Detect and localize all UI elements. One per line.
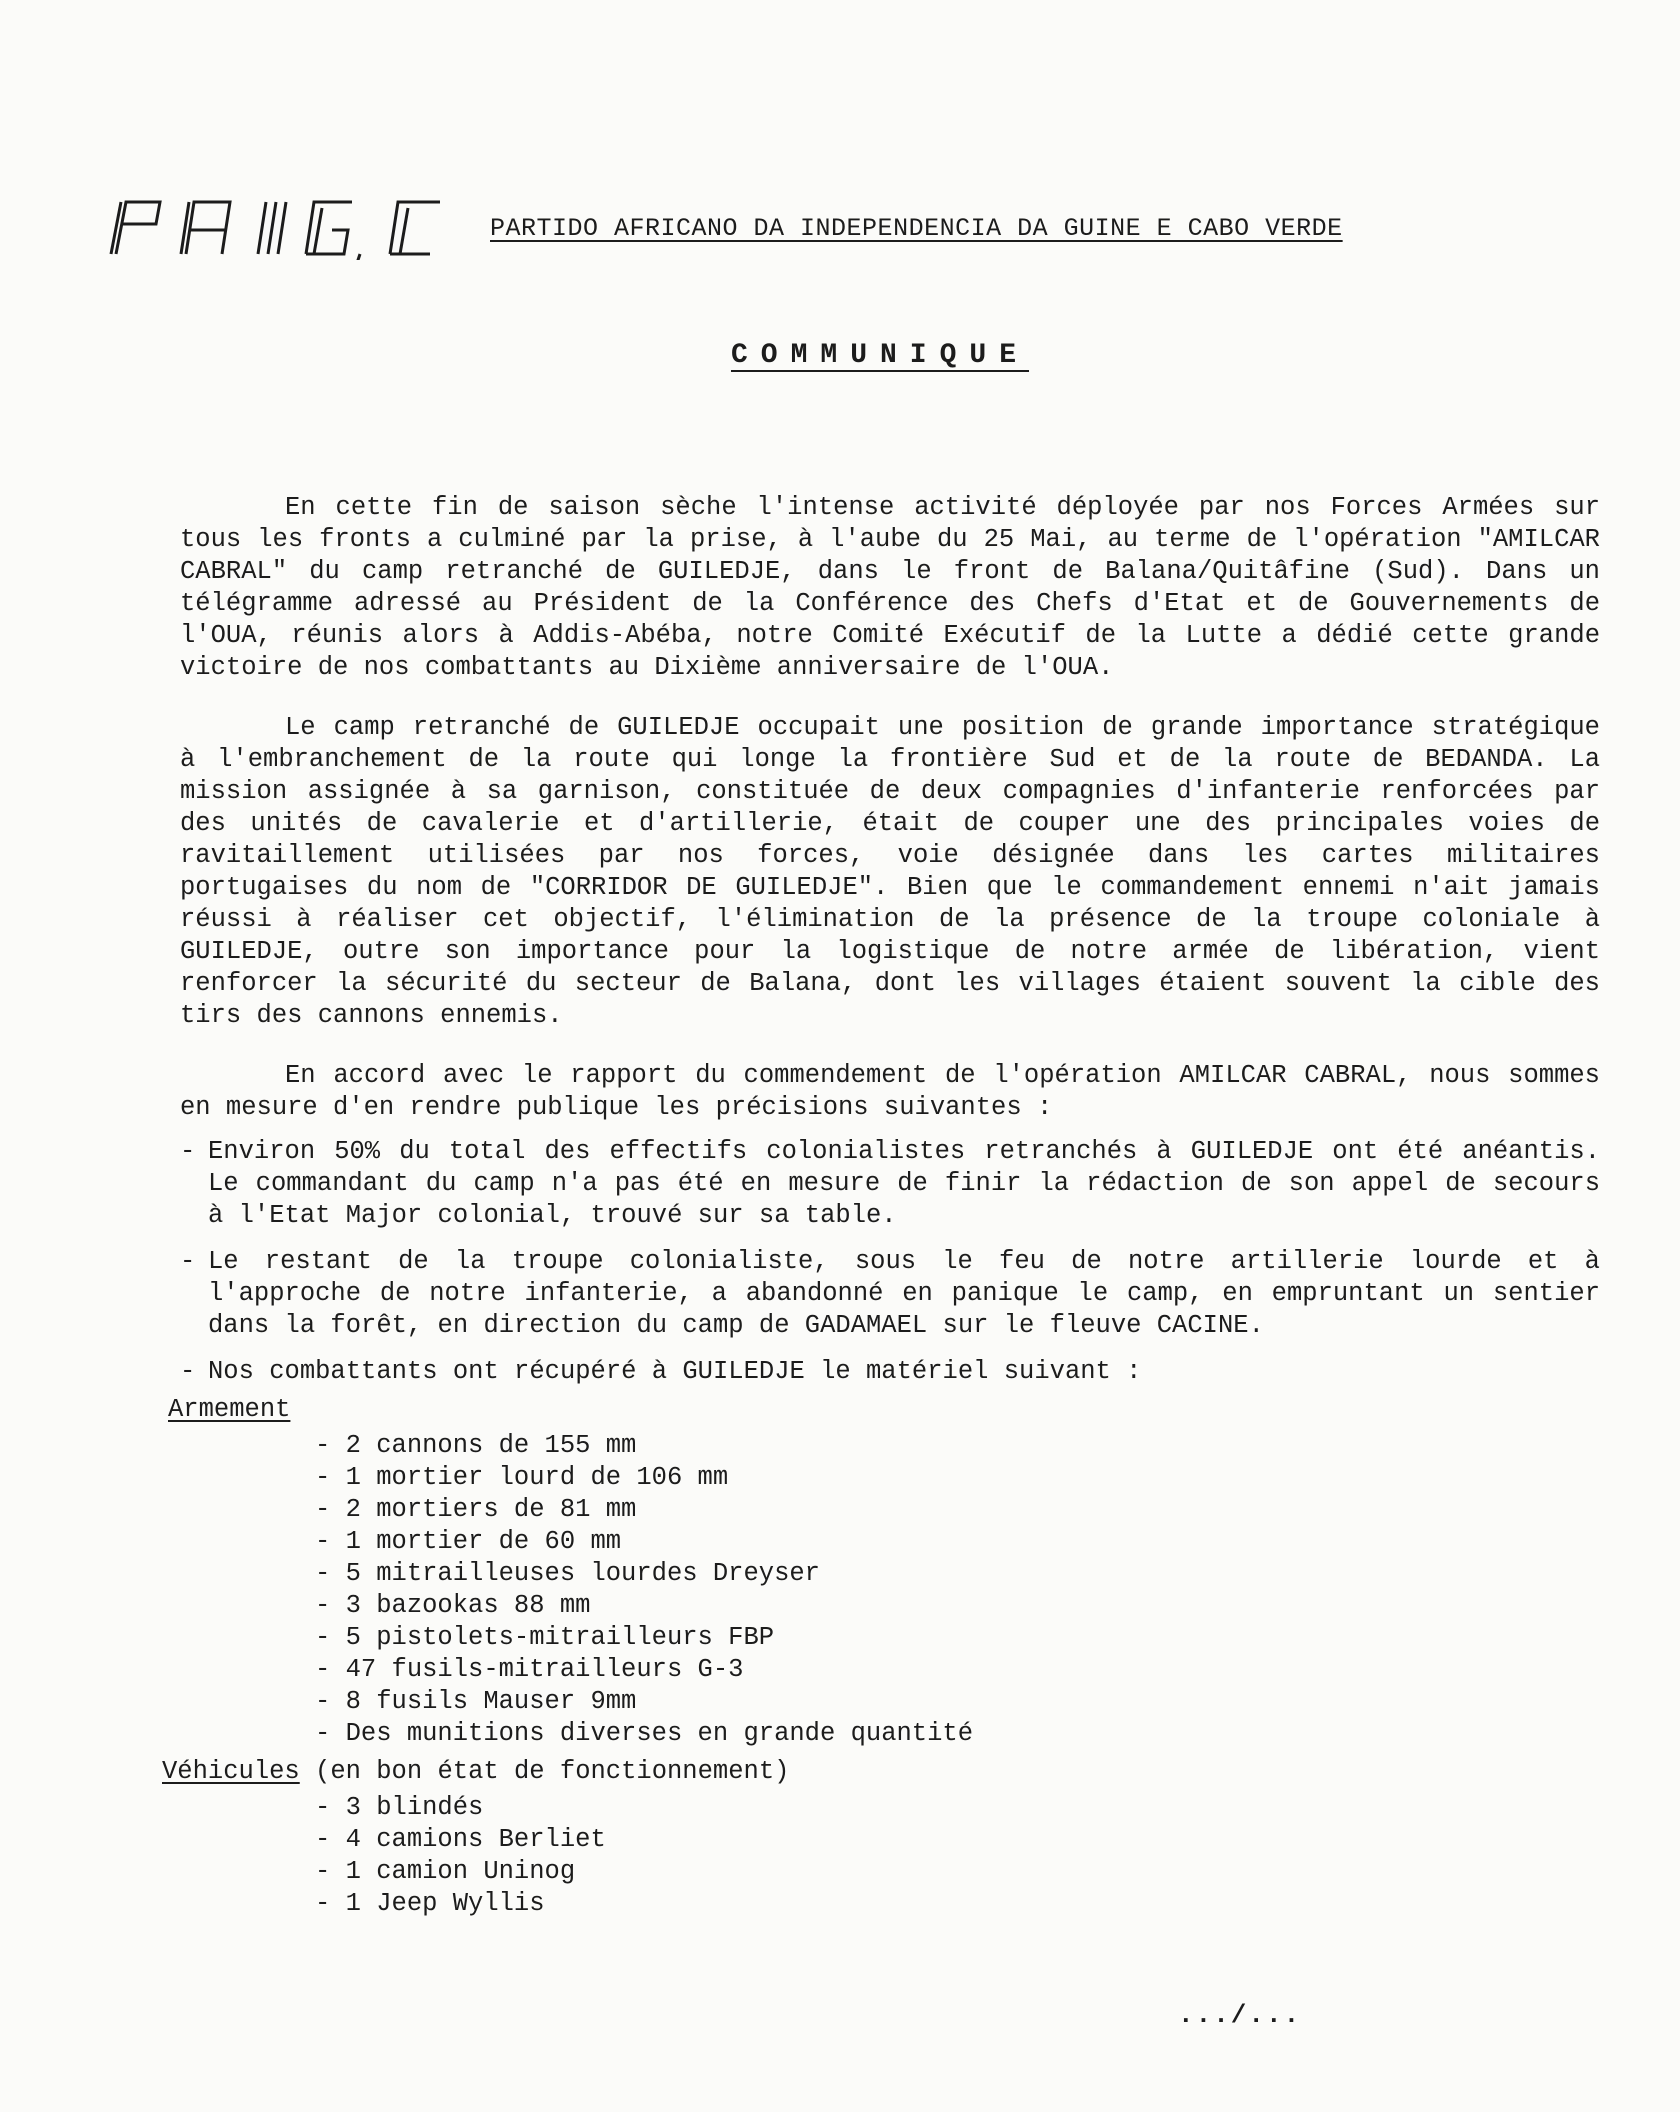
armement-section [168,1394,1600,1426]
paragraph-2: Le camp retranché de GUILEDJE occupait une position de grande importance stratégique à l'embranchement de la route qui longe la frontière Sud et de la route de BEDANDA. La mission assignée à sa garnison, constituée de deux compagnies d'infanterie renforcées par des unités de cavalerie et d'artillerie, était de couper une des principales voies de ravitaillement utilisées par nos forces, voie désignée dans les cartes militaires portugaises du nom de "CORRIDOR DE GUILEDJE". Bien que le commandement ennemi n'ait jamais réussi à réaliser cet objectif, l'élimination de la présence de la troupe coloniale à GUILEDJE, outre son importance pour la logistique de notre armée de libération, vient renforcer la sécurité du secteur de Balana, dont les villages étaient souvent la cible des tirs des cannons ennemis. [180,713,1600,1030]
list-item: - 3 blindés [315,1793,484,1822]
armement-heading: Armement [168,1395,291,1424]
list-item: - Environ 50% du total des effectifs colonialistes retranchés à GUILEDJE ont été anéantis. Le commandant du camp n'a pas été en mesure de finir la rédaction de son appel de secours à l'Etat Major colonial, trouvé sur sa table. [180,1137,1600,1230]
armement-list [180,1430,1600,1750]
document-title: COMMUNIQUE [730,340,1030,371]
list-item: - Des munitions diverses en grande quantité [315,1719,974,1748]
paigc-logo [108,194,448,260]
list-item: - 1 camion Uninog [315,1857,576,1886]
list-item: - Nos combattants ont récupéré à GUILEDJE le matériel suivant : [180,1357,1142,1386]
list-item: - 2 mortiers de 81 mm [315,1495,637,1524]
list-item: - 4 camions Berliet [315,1825,606,1854]
list-item: - 1 Jeep Wyllis [315,1889,545,1918]
paragraph-3: En accord avec le rapport du commendement de l'opération AMILCAR CABRAL, nous sommes en mesure d'en rendre publique les précisions suivantes : [180,1061,1600,1122]
list-item: - 1 mortier lourd de 106 mm [315,1463,729,1492]
vehicules-heading: Véhicules [162,1757,300,1786]
list-item: - 5 pistolets-mitrailleurs FBP [315,1623,775,1652]
letterhead [108,194,1438,264]
list-item: - 1 mortier de 60 mm [315,1527,622,1556]
list-item: - 47 fusils-mitrailleurs G-3 [315,1655,744,1684]
findings-list [180,1136,1600,1388]
vehicules-list [180,1792,1600,1920]
list-item: - 8 fusils Mauser 9mm [315,1687,637,1716]
list-item: - 2 cannons de 155 mm [315,1431,637,1460]
list-item: - 5 mitrailleuses lourdes Dreyser [315,1559,820,1588]
document-body [162,492,1600,1926]
vehicules-section [162,1756,1600,1788]
vehicules-note: (en bon état de fonctionnement) [315,1757,790,1786]
paragraph-1: En cette fin de saison sèche l'intense activité déployée par nos Forces Armées sur tous les fronts a culminé par la prise, à l'aube du 25 Mai, au terme de l'opération "AMILCAR CABRAL" du camp retranché de GUILEDJE, dans le front de Balana/Quitâfine (Sud). Dans un télégramme adressé au Président de la Conférence des Chefs d'Etat et de Gouvernements de l'OUA, réunis alors à Addis-Abéba, notre Comité Exécutif de la Lutte a dédié cette grande victoire de nos combattants au Dixième anniversaire de l'OUA. [180,493,1600,682]
party-name: PARTIDO AFRICANO DA INDEPENDENCIA DA GUINE E CABO VERDE [490,214,1343,243]
list-item: - Le restant de la troupe colonialiste, sous le feu de notre artillerie lourde et à l'approche de notre infanterie, a abandonné en panique le camp, en empruntant un sentier dans la forêt, en direction du camp de GADAMAEL sur le fleuve CACINE. [180,1247,1600,1340]
continuation-mark: .../... [1178,2000,1302,2030]
list-item: - 3 bazookas 88 mm [315,1591,591,1620]
